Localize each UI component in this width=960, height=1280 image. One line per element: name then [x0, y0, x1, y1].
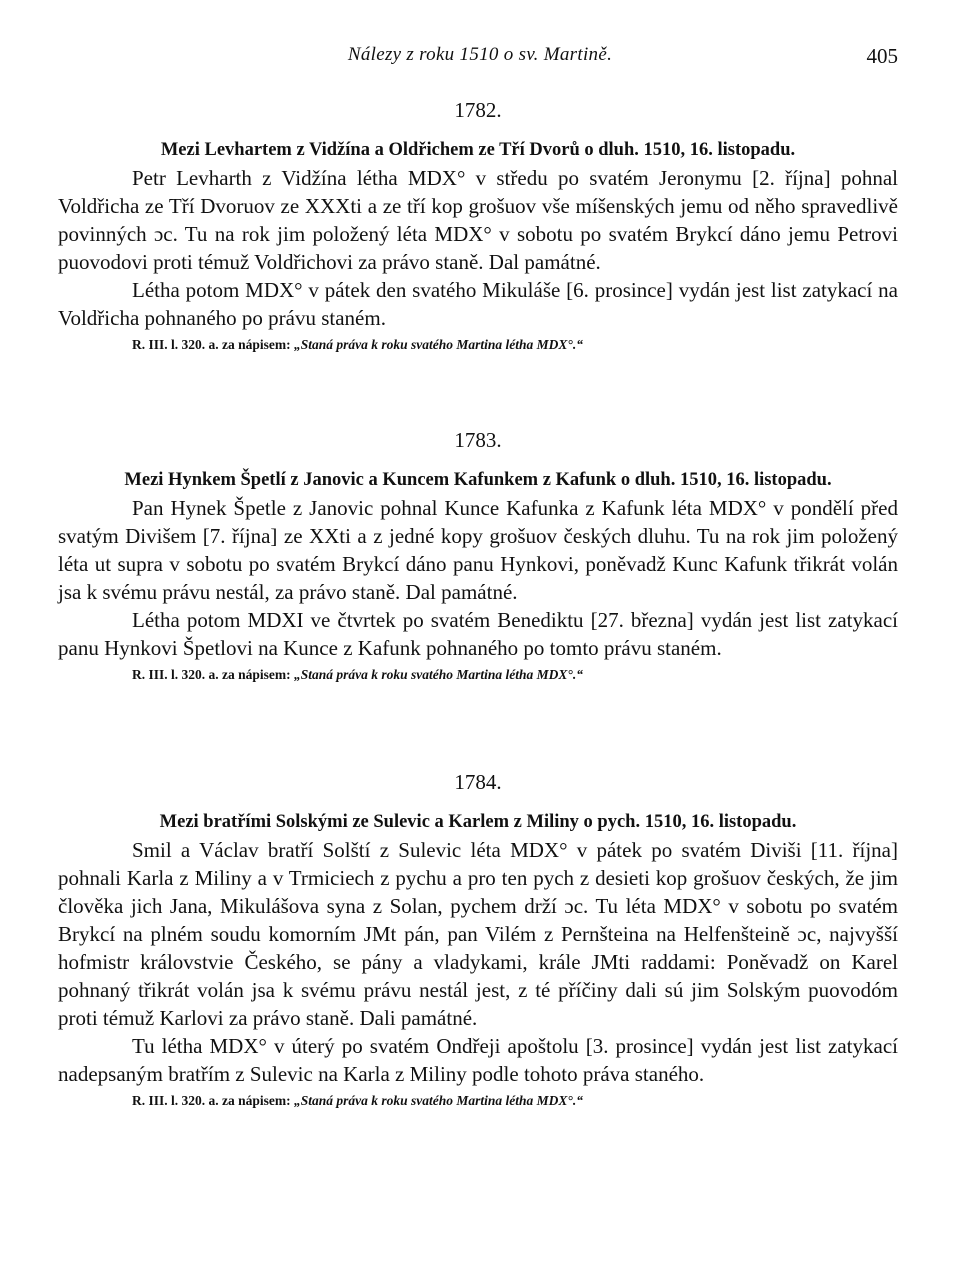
entry-1782 — [58, 98, 898, 358]
entry-1783 — [58, 428, 898, 688]
entry-paragraph: Pan Hynek Špetle z Janovic pohnal Kunce Kafunka z Kafunk léta MDX° v pondělí před svatým Divišem [7. října] ze XXti a z jedné kopy grošuov českých dluhu. Tu na rok jim položený léta ut supra v sobotu po svatém Brykcí dáno panu Hynkovi, poněvadž Kunc Kafunk třikrát volán jsa k svému právu nestál, za právo staně. Dal památné. — [58, 496, 898, 604]
entry-paragraph: Létha potom MDX° v pátek den svatého Mikuláše [6. prosince] vydán jest list zatykací na Voldřicha pohnaného po právu staném. — [58, 278, 898, 330]
source-citation — [58, 332, 898, 358]
entry-number: 1784. — [454, 770, 502, 794]
source-title: „Staná práva k roku svatého Martina létha MDX°.“ — [294, 667, 583, 682]
entry-number: 1782. — [454, 98, 502, 122]
running-title: Nálezy z roku 1510 o sv. Martině. — [347, 44, 613, 65]
source-ref: R. III. l. 320. a. za nápisem: — [132, 337, 291, 352]
entry-heading: Mezi bratřími Solskými ze Sulevic a Karlem z Miliny o pych. 1510, 16. listopadu. — [159, 812, 797, 832]
source-ref: R. III. l. 320. a. za nápisem: — [132, 667, 291, 682]
entry-number: 1783. — [454, 428, 502, 452]
source-ref: R. III. l. 320. a. za nápisem: — [132, 1093, 291, 1108]
source-title: „Staná práva k roku svatého Martina létha MDX°.“ — [294, 1093, 583, 1108]
source-citation — [58, 1088, 898, 1114]
entry-paragraph: Smil a Václav bratří Solští z Sulevic léta MDX° v pátek po svatém Diviši [11. října] pohnali Karla z Miliny a v Trmiciech z pychu a pro ten pych z desieti kop grošuov českých, že jim člověka jich Jana, Mikulášova syna z Solan, pychem drží ɔc. Tu léta MDX° v sobotu po svatém Brykcí na plném soudu komorním JMt pán, pan Vilém z Pernšteina na Helfenšteině ɔc, najvyšší hofmistr královstvie Českého, se pány a vladykami, krále JMti raddami: Poněvadž on Karel pohnaný třikrát volán jsa k svému právu nestál jest, z té příčiny dali sú jim Solským puovodóm proti témuž Karlovi za právo staně. Dali památné. — [58, 838, 898, 1030]
entry-heading: Mezi Levhartem z Vidžína a Oldřichem ze Tří Dvorů o dluh. 1510, 16. listopadu. — [160, 140, 796, 160]
entry-paragraph: Létha potom MDXI ve čtvrtek po svatém Benediktu [27. března] vydán jest list zatykací panu Hynkovi Špetlovi na Kunce z Kafunk pohnaného po tomto právu staném. — [58, 608, 898, 660]
source-title: „Staná práva k roku svatého Martina létha MDX°.“ — [294, 337, 583, 352]
entry-paragraph: Petr Levharth z Vidžína létha MDX° v středu po svatém Jeronymu [2. října] pohnal Voldřicha ze Tří Dvoruov ze XXXti a ze tří kop grošuov vše míšenských jemu od něho spravedlivě povinných ɔc. Tu na rok jim položený léta MDX° v sobotu po svatém Brykcí dáno jemu Petrovi puovodovi proti témuž Voldřichovi za právo staně. Dal památné. — [58, 166, 898, 274]
entry-paragraph: Tu létha MDX° v úterý po svatém Ondřeji apoštolu [3. prosince] vydán jest list zatykací nadepsaným bratřím z Sulevic na Karla z Miliny podle tohoto práva staného. — [58, 1034, 898, 1086]
source-citation — [58, 662, 898, 688]
entry-1784 — [58, 770, 898, 1114]
entry-heading: Mezi Hynkem Špetlí z Janovic a Kuncem Kafunkem z Kafunk o dluh. 1510, 16. listopadu. — [124, 470, 832, 490]
page-number: 405 — [866, 44, 898, 68]
